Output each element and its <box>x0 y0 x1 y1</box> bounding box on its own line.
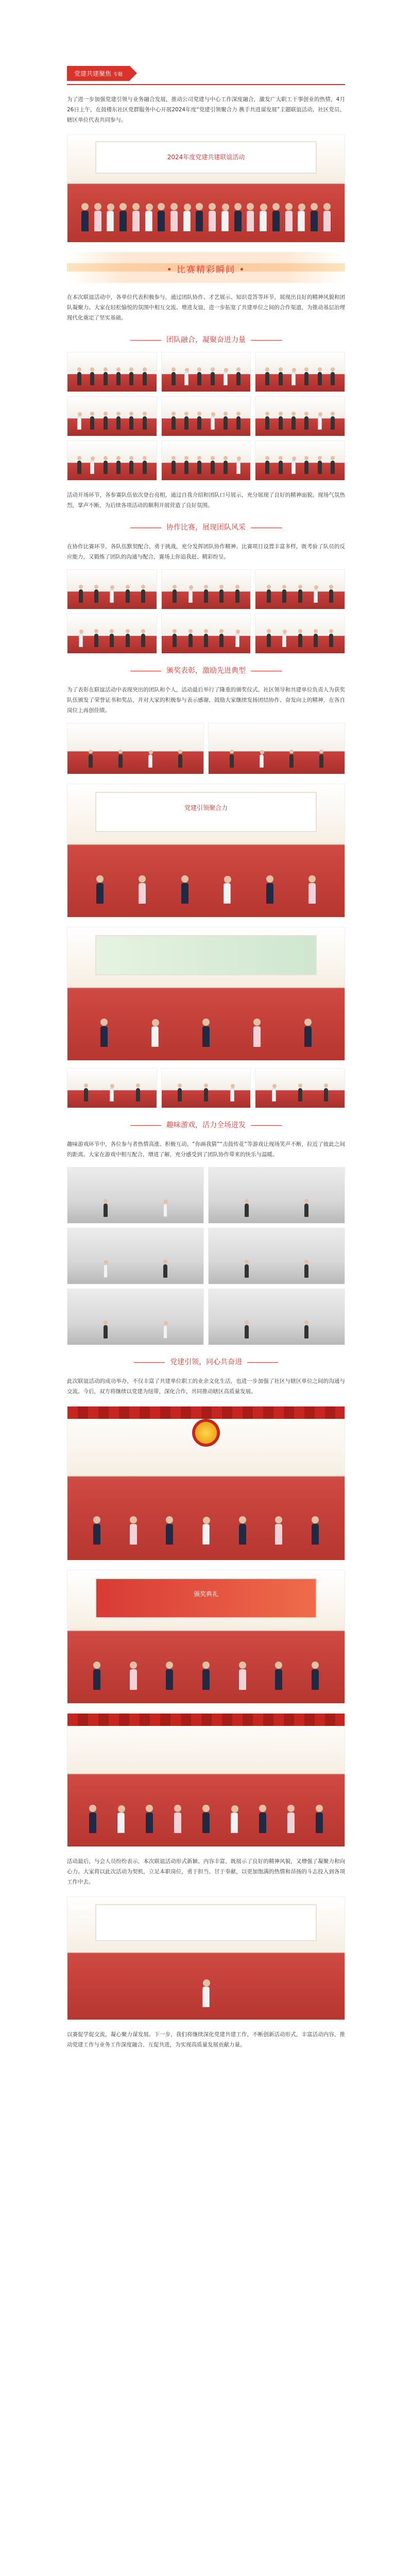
stage-photo-2-crowd <box>79 994 334 1047</box>
speaker-photo <box>67 1896 345 2020</box>
award-photo-1-crowd <box>79 1483 334 1545</box>
photo-cell <box>67 614 157 654</box>
section-3-title-text: 颁奖表彰，激励先进典型 <box>166 667 246 675</box>
photo-cell <box>208 1289 345 1345</box>
photo-cell <box>255 614 345 654</box>
photo-cell <box>67 1289 204 1345</box>
section-2-photo-grid <box>67 569 345 654</box>
photo-cell <box>255 396 345 436</box>
photo-cell <box>208 1228 345 1284</box>
section-1-paragraph: 活动开场环节，各参赛队伍依次登台亮相，通过自我介绍和团队口号展示，充分展现了良好的精神面貌。现场气氛热烈，掌声不断，为后续各项活动的顺利开展营造了良好氛围。 <box>67 492 345 509</box>
section-2-title-text: 协作比赛，展现团队风采 <box>166 523 246 532</box>
stage-photo-2-screen <box>95 935 317 975</box>
banner-label: • 比赛精彩瞬间 • <box>166 265 246 275</box>
photo-cell <box>161 352 251 392</box>
closing-paragraph-2: 以赛促学促交流，凝心聚力谋发展。下一步，我们将继续深化党建共建工作，不断创新活动形式，丰富活动内容，推动党建工作与业务工作深度融合、互促共进，为实现高质量发展贡献力量。 <box>67 2031 345 2048</box>
award-photo-2-crowd <box>79 1637 334 1690</box>
award-photo-2-screen-text: 颁奖典礼 <box>193 1590 218 1598</box>
header-tag-small: 专题 <box>113 72 123 77</box>
group-photo-screen-text: 2024年度党建共建联谊活动 <box>167 154 245 161</box>
stage-photo-crowd <box>79 851 334 904</box>
stage-photo-screen <box>95 792 317 832</box>
speaker-photo-crowd <box>79 1958 334 2007</box>
stage-photo-2 <box>67 927 345 1061</box>
photo-cell <box>255 352 345 392</box>
closing-paragraph-1: 活动最后，与会人员纷纷表示，本次联谊活动形式新颖、内容丰富，既展示了良好的精神风貌，又增强了凝聚力和向心力。大家将以此次活动为契机，立足本职岗位，勇于担当、甘于奉献，以更加饱满的热情和昂扬的斗志投入到各项工作中去。 <box>67 1858 345 1885</box>
header-tag-label: 党建共建聚焦 <box>74 70 112 77</box>
group-photo-screen <box>95 141 317 173</box>
section-1-title-text: 团队融合，凝聚奋进力量 <box>166 336 246 344</box>
photo-cell <box>161 1068 251 1108</box>
section-5-title <box>67 1357 345 1367</box>
section-3-title <box>67 665 345 675</box>
photo-cell <box>67 569 157 609</box>
award-photo-2-screen <box>95 1578 317 1618</box>
photo-cell <box>67 1068 157 1108</box>
photo-cell <box>67 396 157 436</box>
section-3-photo-grid-2 <box>67 1068 345 1108</box>
article-content <box>67 0 345 2081</box>
section-4-title <box>67 1120 345 1130</box>
section-2-title <box>67 522 345 532</box>
award-photo-2 <box>67 1570 345 1704</box>
photo-cell <box>67 440 157 481</box>
section-1-photo-grid <box>67 352 345 481</box>
award-photo-3-curtain <box>67 1714 345 1726</box>
group-photo-crowd <box>79 189 334 231</box>
photo-cell <box>255 569 345 609</box>
photo-cell <box>67 1228 204 1284</box>
section-5-paragraph: 此次联谊活动的成功举办，不仅丰富了共建单位职工的业余文化生活，也进一步加强了社区与辖区单位之间的沟通与交流。今后，双方将继续以党建为纽带，深化合作，共同推动辖区高质量发展。 <box>67 1378 345 1395</box>
photo-cell <box>255 440 345 481</box>
photo-cell <box>161 614 251 654</box>
header-rule <box>67 84 345 85</box>
section-3-paragraph: 为了表彰在联谊活动中表现突出的团队和个人，活动最后举行了隆重的颁奖仪式。社区领导和共建单位负责人为获奖队伍颁发了荣誉证书和奖品，并对大家的积极参与表示感谢，鼓励大家继续发扬团结协作、奋发向上的精神，在各自岗位上再创佳绩。 <box>67 687 345 714</box>
photo-cell <box>161 569 251 609</box>
photo-cell <box>67 723 204 774</box>
footer-space <box>67 2050 345 2081</box>
section-2-paragraph: 在协作比赛环节，各队伍默契配合、勇于挑战，充分发挥团队协作精神。比赛项目设置丰富多样，既考验了队员的反应能力，又锻炼了团队的沟通与配合，赛场上你追我赶、精彩纷呈。 <box>67 544 345 560</box>
section-3-photo-grid <box>67 723 345 774</box>
award-photo-3-crowd <box>79 1780 334 1833</box>
photo-cell <box>67 1167 204 1224</box>
stage-photo <box>67 784 345 918</box>
section-1-title <box>67 334 345 345</box>
award-photo-3 <box>67 1713 345 1847</box>
stage-photo-screen-text: 党建引领聚合力 <box>184 804 228 812</box>
party-emblem-icon <box>192 1419 220 1447</box>
award-photo-1 <box>67 1406 345 1561</box>
section-4-photo-grid <box>67 1167 345 1345</box>
photo-cell <box>208 723 345 774</box>
highlight-banner <box>67 252 345 283</box>
photo-cell <box>255 1068 345 1108</box>
photo-cell <box>161 396 251 436</box>
section-4-title-text: 趣味游戏，活力全场迸发 <box>166 1121 246 1129</box>
speaker-photo-screen <box>95 1904 317 1941</box>
group-photo <box>67 134 345 243</box>
header-tag <box>67 66 130 81</box>
section-5-title-text: 党建引领，同心共奋进 <box>170 1358 242 1366</box>
intro-paragraph: 为了进一步加强党建引领与业务融合发展，推动公司党建与中心工作深度融合，激发广大职工干事创业的热情，4月26日上午，在鼓楼东社区党群服务中心开展2024年度“党建引领聚合力 携手共进谋发展”主题联谊活动，社区党员、辖区单位代表共同参与。 <box>67 96 345 123</box>
intro2-paragraph: 在本次联谊活动中，各单位代表积极参与，通过团队协作、才艺展示、知识竞答等环节，展现出良好的精神风貌和团队凝聚力。大家在轻松愉悦的氛围中相互交流、增进友谊，进一步拓宽了共建单位之间的合作渠道，为推动基层治理现代化奠定了坚实基础。 <box>67 294 345 321</box>
photo-cell <box>161 440 251 481</box>
award-photo-1-curtain <box>67 1406 345 1419</box>
photo-cell <box>208 1167 345 1224</box>
photo-cell <box>67 352 157 392</box>
section-4-paragraph: 趣味游戏环节中，各位参与者热情高涨、积极互动。“你画我猜”“击鼓传花”等游戏让现场笑声不断，拉近了彼此之间的距离。大家在游戏中相互配合，增进了解，充分感受到了团队协作带来的快乐与温暖。 <box>67 1141 345 1158</box>
